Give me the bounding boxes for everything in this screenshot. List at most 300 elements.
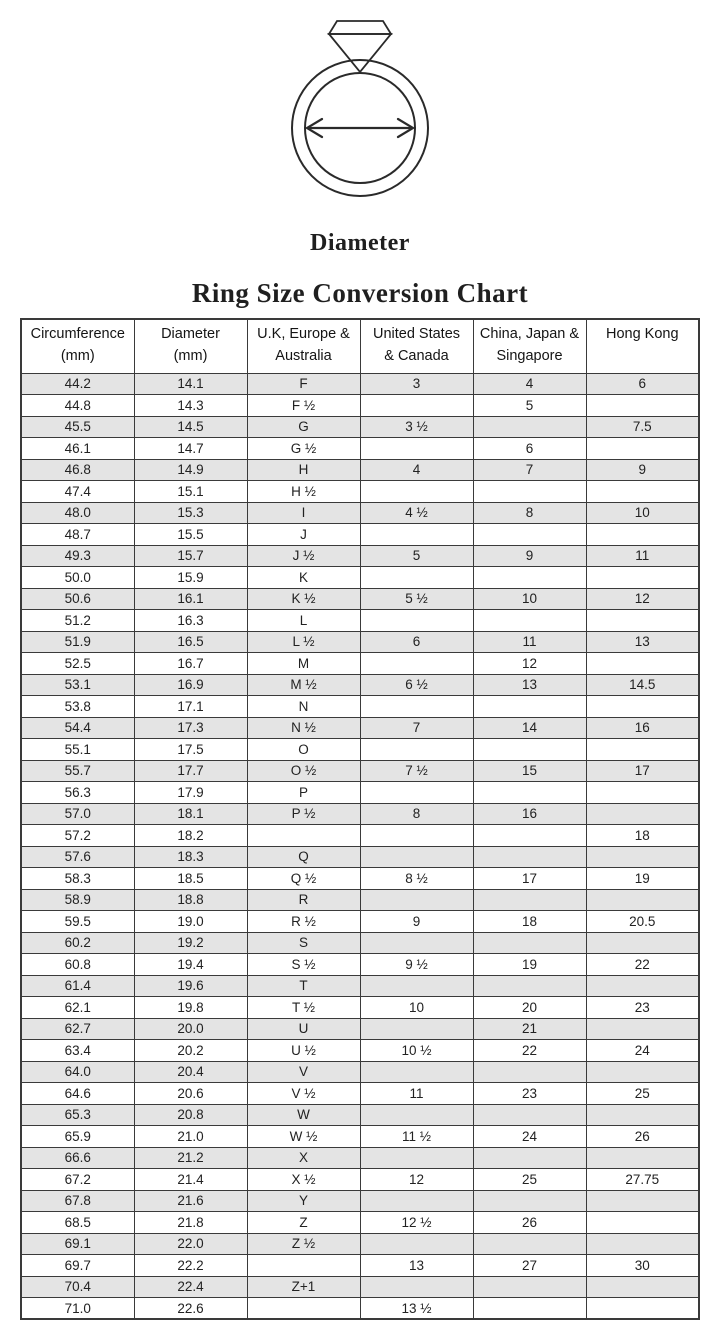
table-cell: F ½ xyxy=(247,395,360,417)
table-cell: 20.4 xyxy=(134,1061,247,1083)
header-row xyxy=(21,319,699,373)
table-cell: 20.6 xyxy=(134,1083,247,1105)
table-cell: 11 xyxy=(473,631,586,653)
table-row xyxy=(21,631,699,653)
table-cell xyxy=(473,1298,586,1320)
table-cell: 16.9 xyxy=(134,674,247,696)
table-cell: 24 xyxy=(473,1126,586,1148)
table-cell: 8 xyxy=(360,803,473,825)
table-cell: 7 xyxy=(360,717,473,739)
table-cell xyxy=(586,610,699,632)
table-row xyxy=(21,1061,699,1083)
table-cell xyxy=(586,696,699,718)
table-cell: 19.6 xyxy=(134,975,247,997)
table-cell: 3 xyxy=(360,373,473,395)
table-cell xyxy=(586,1276,699,1298)
table-cell: 6 xyxy=(473,438,586,460)
page-title: Ring Size Conversion Chart xyxy=(191,278,529,308)
table-cell: 19 xyxy=(586,868,699,890)
table-cell xyxy=(473,1147,586,1169)
table-cell: J xyxy=(247,524,360,546)
table-cell xyxy=(473,610,586,632)
table-cell: 64.6 xyxy=(21,1083,134,1105)
table-row xyxy=(21,545,699,567)
table-cell: 13 xyxy=(360,1255,473,1277)
table-cell: 67.2 xyxy=(21,1169,134,1191)
table-cell xyxy=(586,1147,699,1169)
table-cell: 46.8 xyxy=(21,459,134,481)
table-cell: 51.9 xyxy=(21,631,134,653)
table-cell xyxy=(586,1104,699,1126)
table-cell: 20 xyxy=(473,997,586,1019)
table-cell: 57.6 xyxy=(21,846,134,868)
table-cell: 66.6 xyxy=(21,1147,134,1169)
table-cell xyxy=(360,1276,473,1298)
table-cell xyxy=(586,524,699,546)
table-cell: H ½ xyxy=(247,481,360,503)
table-row xyxy=(21,739,699,761)
table-row xyxy=(21,1190,699,1212)
table-cell: 68.5 xyxy=(21,1212,134,1234)
table-cell: 26 xyxy=(473,1212,586,1234)
table-cell: 21.6 xyxy=(134,1190,247,1212)
table-row xyxy=(21,1083,699,1105)
table-row xyxy=(21,1126,699,1148)
table-cell: 6 ½ xyxy=(360,674,473,696)
table-cell: 14.7 xyxy=(134,438,247,460)
table-cell xyxy=(473,481,586,503)
table-cell xyxy=(360,567,473,589)
table-cell: 10 xyxy=(586,502,699,524)
table-cell: 16.5 xyxy=(134,631,247,653)
table-row xyxy=(21,717,699,739)
table-row xyxy=(21,459,699,481)
diagram-label: Diameter xyxy=(310,230,410,256)
table-row xyxy=(21,502,699,524)
table-cell: 22 xyxy=(473,1040,586,1062)
diameter-arrow-icon xyxy=(307,119,413,137)
table-cell: 18.8 xyxy=(134,889,247,911)
table-cell: T xyxy=(247,975,360,997)
table-cell: 13 xyxy=(473,674,586,696)
table-cell: 30 xyxy=(586,1255,699,1277)
table-row xyxy=(21,1104,699,1126)
table-cell: R xyxy=(247,889,360,911)
table-cell: 16 xyxy=(473,803,586,825)
table-row xyxy=(21,696,699,718)
table-cell: 18.5 xyxy=(134,868,247,890)
table-cell xyxy=(473,1233,586,1255)
table-cell: 65.3 xyxy=(21,1104,134,1126)
table-cell: 18 xyxy=(586,825,699,847)
table-cell xyxy=(586,932,699,954)
table-cell: 50.6 xyxy=(21,588,134,610)
table-cell: N ½ xyxy=(247,717,360,739)
table-row xyxy=(21,889,699,911)
table-row xyxy=(21,416,699,438)
table-cell: 23 xyxy=(473,1083,586,1105)
table-cell: 47.4 xyxy=(21,481,134,503)
table-cell xyxy=(360,481,473,503)
table-cell: 14.5 xyxy=(586,674,699,696)
table-cell xyxy=(360,395,473,417)
table-cell: K ½ xyxy=(247,588,360,610)
table-row xyxy=(21,760,699,782)
table-cell: 17 xyxy=(586,760,699,782)
table-cell xyxy=(360,739,473,761)
table-cell: U xyxy=(247,1018,360,1040)
table-cell: 7 ½ xyxy=(360,760,473,782)
table-cell: 60.2 xyxy=(21,932,134,954)
table-cell: 22 xyxy=(586,954,699,976)
table-cell: 21.8 xyxy=(134,1212,247,1234)
header-china-japan-singapore: China, Japan & Singapore xyxy=(473,319,586,373)
table-cell: 14.1 xyxy=(134,373,247,395)
table-cell xyxy=(586,438,699,460)
table-cell: 19.2 xyxy=(134,932,247,954)
table-cell: 19.4 xyxy=(134,954,247,976)
table-row xyxy=(21,1276,699,1298)
table-cell: 22.0 xyxy=(134,1233,247,1255)
table-cell xyxy=(586,889,699,911)
table-cell: 48.7 xyxy=(21,524,134,546)
table-cell: 11 xyxy=(586,545,699,567)
table-row xyxy=(21,954,699,976)
table-cell: 12 xyxy=(473,653,586,675)
table-cell: 55.7 xyxy=(21,760,134,782)
table-row xyxy=(21,567,699,589)
table-cell: 44.2 xyxy=(21,373,134,395)
table-cell: P ½ xyxy=(247,803,360,825)
table-cell: 56.3 xyxy=(21,782,134,804)
table-cell: 9 xyxy=(586,459,699,481)
table-cell: 10 xyxy=(473,588,586,610)
table-cell: F xyxy=(247,373,360,395)
table-header xyxy=(21,319,699,373)
table-cell: 21.2 xyxy=(134,1147,247,1169)
table-cell: 25 xyxy=(586,1083,699,1105)
table-cell: 49.3 xyxy=(21,545,134,567)
table-body xyxy=(21,373,699,1319)
table-cell xyxy=(473,416,586,438)
table-cell: 10 xyxy=(360,997,473,1019)
table-cell: 15 xyxy=(473,760,586,782)
table-cell: 15.9 xyxy=(134,567,247,589)
table-cell xyxy=(586,975,699,997)
table-cell: 24 xyxy=(586,1040,699,1062)
table-cell: 61.4 xyxy=(21,975,134,997)
table-cell xyxy=(586,782,699,804)
table-cell xyxy=(360,846,473,868)
table-cell: 18.1 xyxy=(134,803,247,825)
table-cell: 17.9 xyxy=(134,782,247,804)
table-cell: N xyxy=(247,696,360,718)
table-row xyxy=(21,1255,699,1277)
table-cell: 6 xyxy=(360,631,473,653)
table-cell: V ½ xyxy=(247,1083,360,1105)
table-row xyxy=(21,868,699,890)
table-row xyxy=(21,524,699,546)
table-cell xyxy=(473,889,586,911)
table-cell: Q xyxy=(247,846,360,868)
table-row xyxy=(21,997,699,1019)
table-cell: Q ½ xyxy=(247,868,360,890)
table-cell xyxy=(586,1298,699,1320)
table-cell: S ½ xyxy=(247,954,360,976)
table-cell: 5 xyxy=(473,395,586,417)
table-cell: 10 ½ xyxy=(360,1040,473,1062)
table-cell: 14.3 xyxy=(134,395,247,417)
table-row xyxy=(21,1169,699,1191)
table-cell: 23 xyxy=(586,997,699,1019)
table-cell: Z ½ xyxy=(247,1233,360,1255)
table-cell: O xyxy=(247,739,360,761)
table-cell: 55.1 xyxy=(21,739,134,761)
table-cell: U ½ xyxy=(247,1040,360,1062)
table-cell: 54.4 xyxy=(21,717,134,739)
table-cell: M ½ xyxy=(247,674,360,696)
conversion-table xyxy=(20,318,700,1320)
table-cell xyxy=(247,1255,360,1277)
table-cell: 52.5 xyxy=(21,653,134,675)
table-cell: 11 ½ xyxy=(360,1126,473,1148)
table-cell: 7.5 xyxy=(586,416,699,438)
table-cell xyxy=(586,803,699,825)
table-cell xyxy=(360,1018,473,1040)
table-cell: 20.2 xyxy=(134,1040,247,1062)
table-cell xyxy=(586,1018,699,1040)
table-cell xyxy=(473,567,586,589)
table-cell xyxy=(360,1233,473,1255)
table-row xyxy=(21,1018,699,1040)
table-cell: 18 xyxy=(473,911,586,933)
table-row xyxy=(21,803,699,825)
table-cell: X ½ xyxy=(247,1169,360,1191)
table-cell: 19.0 xyxy=(134,911,247,933)
table-cell xyxy=(586,739,699,761)
table-cell: 46.1 xyxy=(21,438,134,460)
table-cell: 17.3 xyxy=(134,717,247,739)
table-cell: S xyxy=(247,932,360,954)
table-cell: 22.4 xyxy=(134,1276,247,1298)
table-cell xyxy=(473,825,586,847)
table-cell: 19 xyxy=(473,954,586,976)
table-cell: 12 xyxy=(586,588,699,610)
table-cell: 69.7 xyxy=(21,1255,134,1277)
table-row xyxy=(21,395,699,417)
table-cell: 4 xyxy=(473,373,586,395)
table-cell xyxy=(360,782,473,804)
table-row xyxy=(21,674,699,696)
table-row xyxy=(21,1040,699,1062)
table-cell: 59.5 xyxy=(21,911,134,933)
table-cell: O ½ xyxy=(247,760,360,782)
table-cell: 18.3 xyxy=(134,846,247,868)
table-cell: 9 ½ xyxy=(360,954,473,976)
table-row xyxy=(21,782,699,804)
table-cell xyxy=(360,438,473,460)
table-cell xyxy=(473,846,586,868)
table-cell: T ½ xyxy=(247,997,360,1019)
table-cell xyxy=(586,1061,699,1083)
table-cell: 60.8 xyxy=(21,954,134,976)
table-cell: 14.9 xyxy=(134,459,247,481)
table-cell xyxy=(360,889,473,911)
table-cell xyxy=(360,975,473,997)
table-cell xyxy=(473,932,586,954)
table-cell xyxy=(586,1190,699,1212)
table-cell: 17.1 xyxy=(134,696,247,718)
table-cell: Y xyxy=(247,1190,360,1212)
table-cell: 21.0 xyxy=(134,1126,247,1148)
table-cell: P xyxy=(247,782,360,804)
table-cell xyxy=(360,1147,473,1169)
table-cell: X xyxy=(247,1147,360,1169)
table-cell xyxy=(360,610,473,632)
table-row xyxy=(21,1147,699,1169)
table-cell: 5 xyxy=(360,545,473,567)
table-cell: 17 xyxy=(473,868,586,890)
table-cell: 3 ½ xyxy=(360,416,473,438)
table-cell: J ½ xyxy=(247,545,360,567)
table-cell: 69.1 xyxy=(21,1233,134,1255)
table-cell: 53.1 xyxy=(21,674,134,696)
table-cell: 8 ½ xyxy=(360,868,473,890)
table-cell: G ½ xyxy=(247,438,360,460)
table-cell: 63.4 xyxy=(21,1040,134,1062)
table-cell: 15.3 xyxy=(134,502,247,524)
table-cell: 57.0 xyxy=(21,803,134,825)
table-row xyxy=(21,975,699,997)
table-cell: 4 ½ xyxy=(360,502,473,524)
table-row xyxy=(21,653,699,675)
table-cell: 44.8 xyxy=(21,395,134,417)
table-cell xyxy=(360,653,473,675)
table-cell: 51.2 xyxy=(21,610,134,632)
table-cell: 12 ½ xyxy=(360,1212,473,1234)
table-row xyxy=(21,481,699,503)
table-cell: 16.1 xyxy=(134,588,247,610)
table-cell xyxy=(360,825,473,847)
table-cell: I xyxy=(247,502,360,524)
table-cell xyxy=(247,1298,360,1320)
table-cell: 15.5 xyxy=(134,524,247,546)
table-cell xyxy=(586,481,699,503)
table-row xyxy=(21,588,699,610)
table-cell: 14.5 xyxy=(134,416,247,438)
table-cell: 6 xyxy=(586,373,699,395)
table-cell: 20.5 xyxy=(586,911,699,933)
table-cell xyxy=(586,1212,699,1234)
table-cell: 53.8 xyxy=(21,696,134,718)
header-circumference: Circumference (mm) xyxy=(21,319,134,373)
table-cell: 71.0 xyxy=(21,1298,134,1320)
table-cell: 65.9 xyxy=(21,1126,134,1148)
table-row xyxy=(21,911,699,933)
table-cell: 26 xyxy=(586,1126,699,1148)
table-cell: 12 xyxy=(360,1169,473,1191)
table-cell xyxy=(473,1190,586,1212)
table-cell: R ½ xyxy=(247,911,360,933)
table-cell: 21.4 xyxy=(134,1169,247,1191)
table-cell: W ½ xyxy=(247,1126,360,1148)
table-cell: 16.3 xyxy=(134,610,247,632)
table-cell: 21 xyxy=(473,1018,586,1040)
table-cell: 64.0 xyxy=(21,1061,134,1083)
table-row xyxy=(21,825,699,847)
table-cell: 20.0 xyxy=(134,1018,247,1040)
table-cell xyxy=(360,932,473,954)
table-cell: 22.6 xyxy=(134,1298,247,1320)
table-cell: 45.5 xyxy=(21,416,134,438)
table-cell: Z xyxy=(247,1212,360,1234)
table-cell: 5 ½ xyxy=(360,588,473,610)
table-cell xyxy=(473,975,586,997)
table-cell xyxy=(360,696,473,718)
table-cell: 62.1 xyxy=(21,997,134,1019)
table-cell: 18.2 xyxy=(134,825,247,847)
table-cell: 16.7 xyxy=(134,653,247,675)
ring-with-diamond-icon xyxy=(270,10,450,210)
table-cell: 27.75 xyxy=(586,1169,699,1191)
table-cell: 50.0 xyxy=(21,567,134,589)
table-cell: 15.1 xyxy=(134,481,247,503)
table-row xyxy=(21,932,699,954)
table-cell: 11 xyxy=(360,1083,473,1105)
table-row xyxy=(21,1212,699,1234)
table-cell: K xyxy=(247,567,360,589)
table-cell xyxy=(247,825,360,847)
table-cell: 19.8 xyxy=(134,997,247,1019)
table-cell: V xyxy=(247,1061,360,1083)
table-cell: 13 xyxy=(586,631,699,653)
table-cell: 58.9 xyxy=(21,889,134,911)
table-cell: 27 xyxy=(473,1255,586,1277)
table-cell xyxy=(586,846,699,868)
table-row xyxy=(21,1233,699,1255)
ring-diagram xyxy=(0,0,720,210)
header-us-canada: United States & Canada xyxy=(360,319,473,373)
header-uk-europe-australia: U.K, Europe & Australia xyxy=(247,319,360,373)
table-cell xyxy=(473,1061,586,1083)
table-row xyxy=(21,846,699,868)
table-cell: 70.4 xyxy=(21,1276,134,1298)
table-cell xyxy=(473,1276,586,1298)
table-cell: 16 xyxy=(586,717,699,739)
table-cell xyxy=(586,1233,699,1255)
table-cell: 17.7 xyxy=(134,760,247,782)
table-cell xyxy=(473,696,586,718)
table-cell: 57.2 xyxy=(21,825,134,847)
table-cell xyxy=(360,1104,473,1126)
table-row xyxy=(21,438,699,460)
table-cell xyxy=(360,1190,473,1212)
table-cell xyxy=(473,739,586,761)
table-cell xyxy=(586,567,699,589)
table-cell: L xyxy=(247,610,360,632)
table-cell: 13 ½ xyxy=(360,1298,473,1320)
table-row xyxy=(21,373,699,395)
table-cell xyxy=(360,1061,473,1083)
table-cell xyxy=(360,524,473,546)
table-cell: Z+1 xyxy=(247,1276,360,1298)
table-cell: 48.0 xyxy=(21,502,134,524)
table-cell xyxy=(473,524,586,546)
table-cell: 8 xyxy=(473,502,586,524)
table-cell: L ½ xyxy=(247,631,360,653)
table-cell: 62.7 xyxy=(21,1018,134,1040)
table-cell: 9 xyxy=(360,911,473,933)
